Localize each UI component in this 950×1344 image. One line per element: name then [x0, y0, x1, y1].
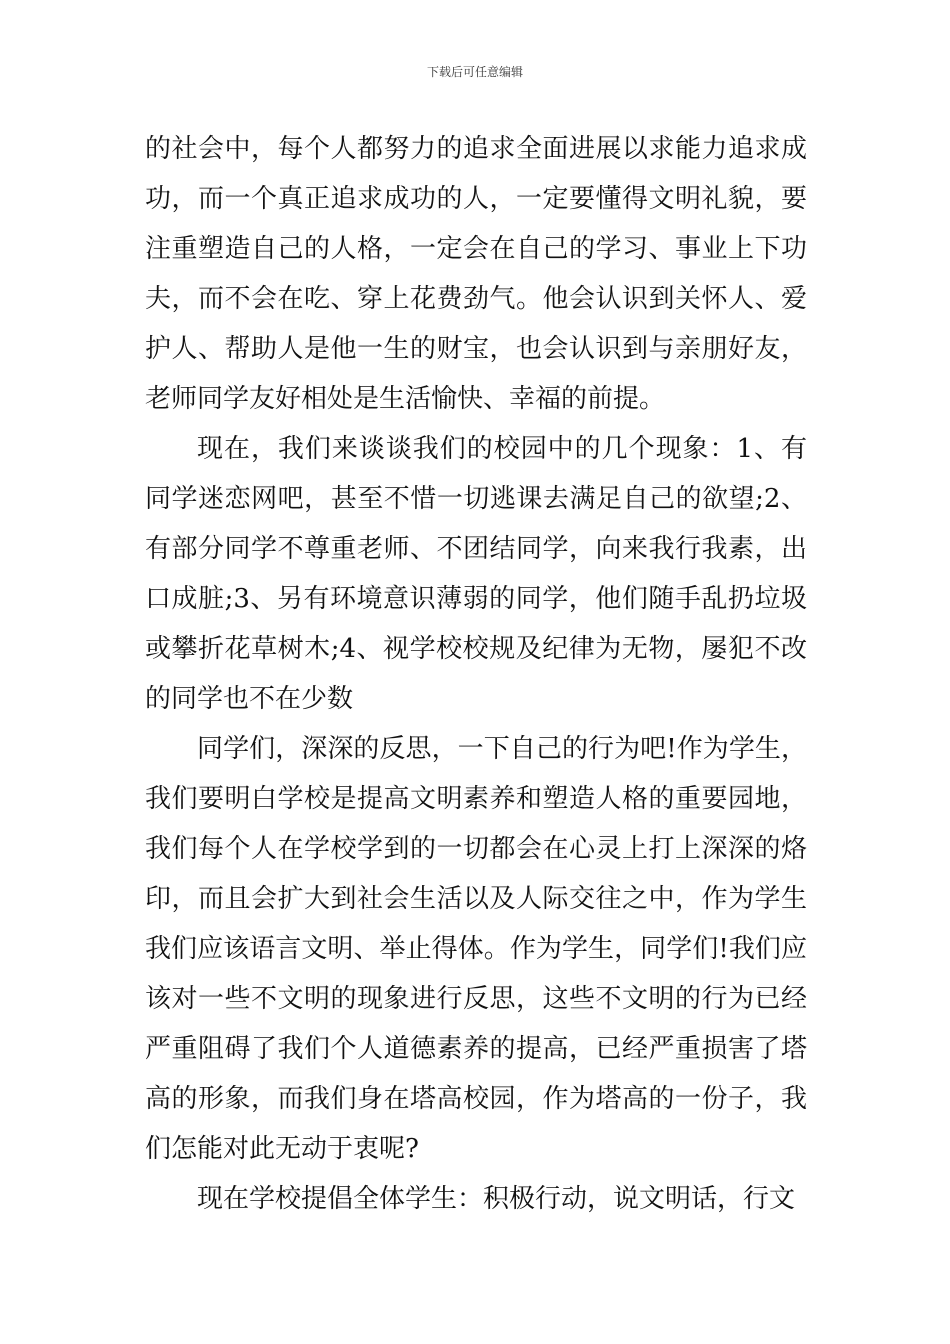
body-text [145, 124, 807, 1224]
paragraph-2: 现在，我们来谈谈我们的校园中的几个现象：1、有同学迷恋网吧，甚至不惜一切逃课去满足自己的欲望;2、有部分同学不尊重老师、不团结同学，向来我行我素，出口成脏;3、另有环境意识薄弱的同学，他们随手乱扔垃圾或攀折花草树木;4、视学校校规及纪律为无物，屡犯不改的同学也不在少数 [145, 434, 807, 714]
paragraph-4: 现在学校提倡全体学生：积极行动，说文明话，行文 [197, 1184, 796, 1214]
paragraph-3: 同学们，深深的反思，一下自己的行为吧!作为学生，我们要明白学校是提高文明素养和塑造人格的重要园地，我们每个人在学校学到的一切都会在心灵上打上深深的烙印，而且会扩大到社会生活以及人际交往之中，作为学生我们应该语言文明、举止得体。作为学生，同学们!我们应该对一些不文明的现象进行反思，这些不文明的行为已经严重阻碍了我们个人道德素养的提高，已经严重损害了塔高的形象，而我们身在塔高校园，作为塔高的一份子，我们怎能对此无动于衷呢? [145, 734, 807, 1164]
paragraph-1: 的社会中，每个人都努力的追求全面进展以求能力追求成功，而一个真正追求成功的人，一定要懂得文明礼貌，要注重塑造自己的人格，一定会在自己的学习、事业上下功夫，而不会在吃、穿上花费劲气。他会认识到关怀人、爱护人、帮助人是他一生的财宝，也会认识到与亲朋好友，老师同学友好相处是生活愉快、幸福的前提。 [145, 134, 807, 414]
page-header: 下载后可任意编辑 [426, 65, 523, 79]
